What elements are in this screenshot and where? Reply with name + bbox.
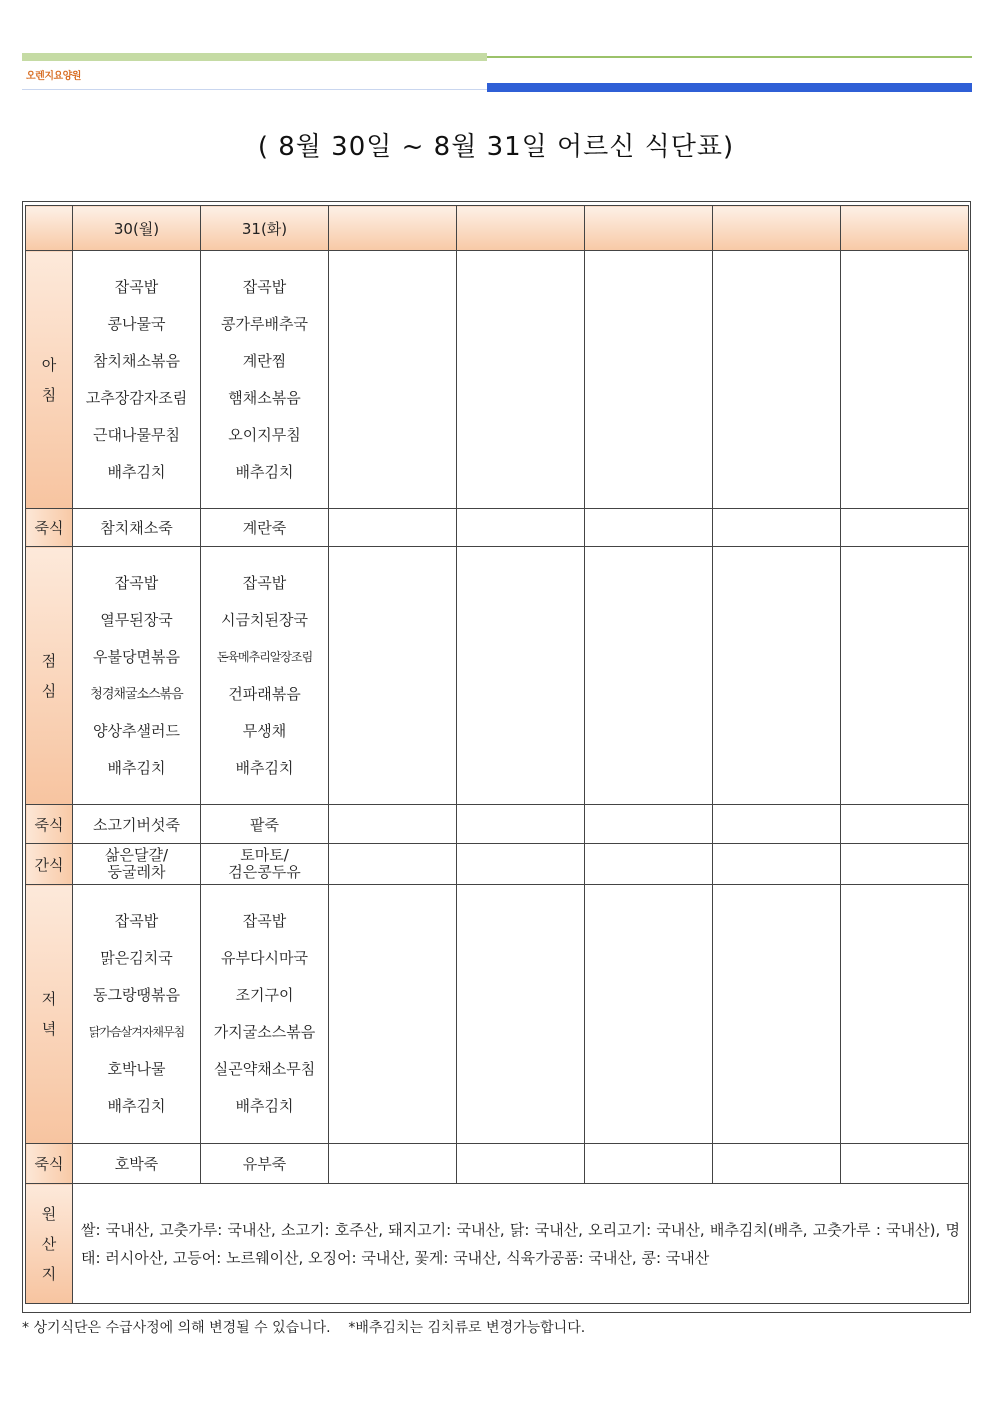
lunch-porridge-row <box>26 805 969 844</box>
menu-item: 돈육메추리알장조림 <box>216 649 313 664</box>
header-green-line <box>487 56 972 58</box>
menu-item: 잡곡밥 <box>242 912 287 930</box>
empty-cell <box>841 509 969 547</box>
porridge-label: 죽식 <box>26 805 73 844</box>
menu-item: 가지굴소스볶음 <box>213 1023 316 1041</box>
empty-cell <box>713 547 841 805</box>
menu-cell <box>73 885 201 1144</box>
menu-item: 잡곡밥 <box>114 573 159 592</box>
menu-item: 잡곡밥 <box>114 277 159 296</box>
menu-item: 호박나물 <box>107 1060 166 1078</box>
empty-cell <box>841 844 969 885</box>
corner-cell <box>26 206 73 251</box>
menu-item: 청경채굴소스볶음 <box>90 686 183 702</box>
menu-item: 계란찜 <box>242 351 287 370</box>
empty-cell <box>329 844 457 885</box>
menu-item: 잡곡밥 <box>242 277 287 296</box>
day-header: 30(월) <box>73 206 201 251</box>
empty-cell <box>841 805 969 844</box>
day-header <box>841 206 969 251</box>
menu-item: 시금치된장국 <box>221 610 308 629</box>
menu-item: 잡곡밥 <box>114 912 159 930</box>
snack-label: 간식 <box>26 844 73 885</box>
empty-cell <box>457 844 585 885</box>
empty-cell <box>713 844 841 885</box>
empty-cell <box>329 885 457 1144</box>
menu-cell: 호박죽 <box>73 1144 201 1184</box>
empty-cell <box>841 547 969 805</box>
porridge-label: 죽식 <box>26 509 73 547</box>
menu-item: 열무된장국 <box>100 610 173 629</box>
menu-cell: 계란죽 <box>201 509 329 547</box>
menu-item: 콩가루배추국 <box>221 314 308 333</box>
empty-cell <box>585 509 713 547</box>
empty-cell <box>713 251 841 509</box>
menu-item: 배추김치 <box>107 1097 166 1115</box>
meal-label-lunch: 점 심 <box>26 547 73 805</box>
menu-item: 고추장감자조림 <box>85 388 188 407</box>
menu-item: 콩나물국 <box>107 314 166 333</box>
header-thin-line <box>22 89 487 90</box>
empty-cell <box>585 885 713 1144</box>
empty-cell <box>585 844 713 885</box>
empty-cell <box>329 805 457 844</box>
empty-cell <box>713 509 841 547</box>
menu-cell <box>201 547 329 805</box>
menu-item: 배추김치 <box>235 462 294 481</box>
menu-item: 건파래볶음 <box>228 684 301 703</box>
day-header: 31(화) <box>201 206 329 251</box>
menu-item: 배추김치 <box>107 758 166 777</box>
empty-cell <box>585 1144 713 1184</box>
logo-text: 오렌지요양원 <box>26 71 81 82</box>
menu-cell <box>73 251 201 509</box>
origin-label: 원 산 지 <box>26 1184 73 1304</box>
empty-cell <box>329 1144 457 1184</box>
menu-cell: 팥죽 <box>201 805 329 844</box>
breakfast-row <box>26 251 969 509</box>
menu-cell: 토마토/ 검은콩두유 <box>201 844 329 885</box>
empty-cell <box>329 547 457 805</box>
menu-item: 우불당면볶음 <box>93 647 180 666</box>
empty-cell <box>585 251 713 509</box>
header-row <box>26 206 969 251</box>
menu-cell <box>73 547 201 805</box>
empty-cell <box>457 805 585 844</box>
dinner-row <box>26 885 969 1144</box>
menu-cell: 유부죽 <box>201 1144 329 1184</box>
menu-cell: 삶은달걀/ 둥굴레차 <box>73 844 201 885</box>
empty-cell <box>457 885 585 1144</box>
porridge-label: 죽식 <box>26 1144 73 1184</box>
origin-row <box>26 1184 969 1304</box>
footnote: * 상기식단은 수급사정에 의해 변경될 수 있습니다. *배추김치는 김치류로 변경가능합니다. <box>22 1320 586 1336</box>
empty-cell <box>329 251 457 509</box>
empty-cell <box>457 547 585 805</box>
menu-item: 양상추샐러드 <box>93 721 180 740</box>
empty-cell <box>713 885 841 1144</box>
empty-cell <box>585 547 713 805</box>
menu-item: 참치채소볶음 <box>93 351 180 370</box>
menu-item: 조기구이 <box>235 986 294 1004</box>
dinner-porridge-row <box>26 1144 969 1184</box>
menu-item: 배추김치 <box>235 1097 294 1115</box>
day-header <box>457 206 585 251</box>
day-header <box>713 206 841 251</box>
empty-cell <box>585 805 713 844</box>
menu-item: 배추김치 <box>235 758 294 777</box>
empty-cell <box>841 1144 969 1184</box>
page-title: ( 8월 30일 ~ 8월 31일 어르신 식단표) <box>257 132 735 162</box>
origin-text: 쌀: 국내산, 고춧가루: 국내산, 소고기: 호주산, 돼지고기: 국내산, 닭: 국내산, 오리고기: 국내산, 배추김치(배추, 고춧가루 : 국내산), 명태: 러시아산, 고등어: 노르웨이산, 오징어: 국내산, 꽃게: 국내산, 식육가공품: 국내산, 콩: 국내산 <box>73 1184 969 1304</box>
snack-row <box>26 844 969 885</box>
empty-cell <box>713 1144 841 1184</box>
day-header <box>585 206 713 251</box>
menu-item: 잡곡밥 <box>242 573 287 592</box>
menu-item: 맑은김치국 <box>100 949 173 967</box>
menu-table <box>25 205 969 1304</box>
menu-item: 닭가슴살겨자채무침 <box>88 1025 185 1039</box>
menu-cell: 참치채소죽 <box>73 509 201 547</box>
meal-label-breakfast: 아 침 <box>26 251 73 509</box>
menu-item: 동그랑땡볶음 <box>93 986 180 1004</box>
breakfast-porridge-row <box>26 509 969 547</box>
header-blue-bar <box>487 83 972 92</box>
header-green-bar <box>22 53 487 61</box>
menu-cell <box>201 885 329 1144</box>
menu-item: 햄채소볶음 <box>228 388 301 407</box>
empty-cell <box>713 805 841 844</box>
menu-item: 실곤약채소무침 <box>213 1060 316 1078</box>
empty-cell <box>457 251 585 509</box>
empty-cell <box>329 509 457 547</box>
menu-cell: 소고기버섯죽 <box>73 805 201 844</box>
empty-cell <box>457 1144 585 1184</box>
menu-cell <box>201 251 329 509</box>
menu-item: 오이지무침 <box>228 425 301 444</box>
menu-item: 유부다시마국 <box>221 949 308 967</box>
menu-item: 무생채 <box>242 721 287 740</box>
day-header <box>329 206 457 251</box>
menu-item: 근대나물무침 <box>93 425 180 444</box>
menu-item: 배추김치 <box>107 462 166 481</box>
lunch-row <box>26 547 969 805</box>
empty-cell <box>841 251 969 509</box>
empty-cell <box>457 509 585 547</box>
empty-cell <box>841 885 969 1144</box>
meal-label-dinner: 저 녁 <box>26 885 73 1144</box>
